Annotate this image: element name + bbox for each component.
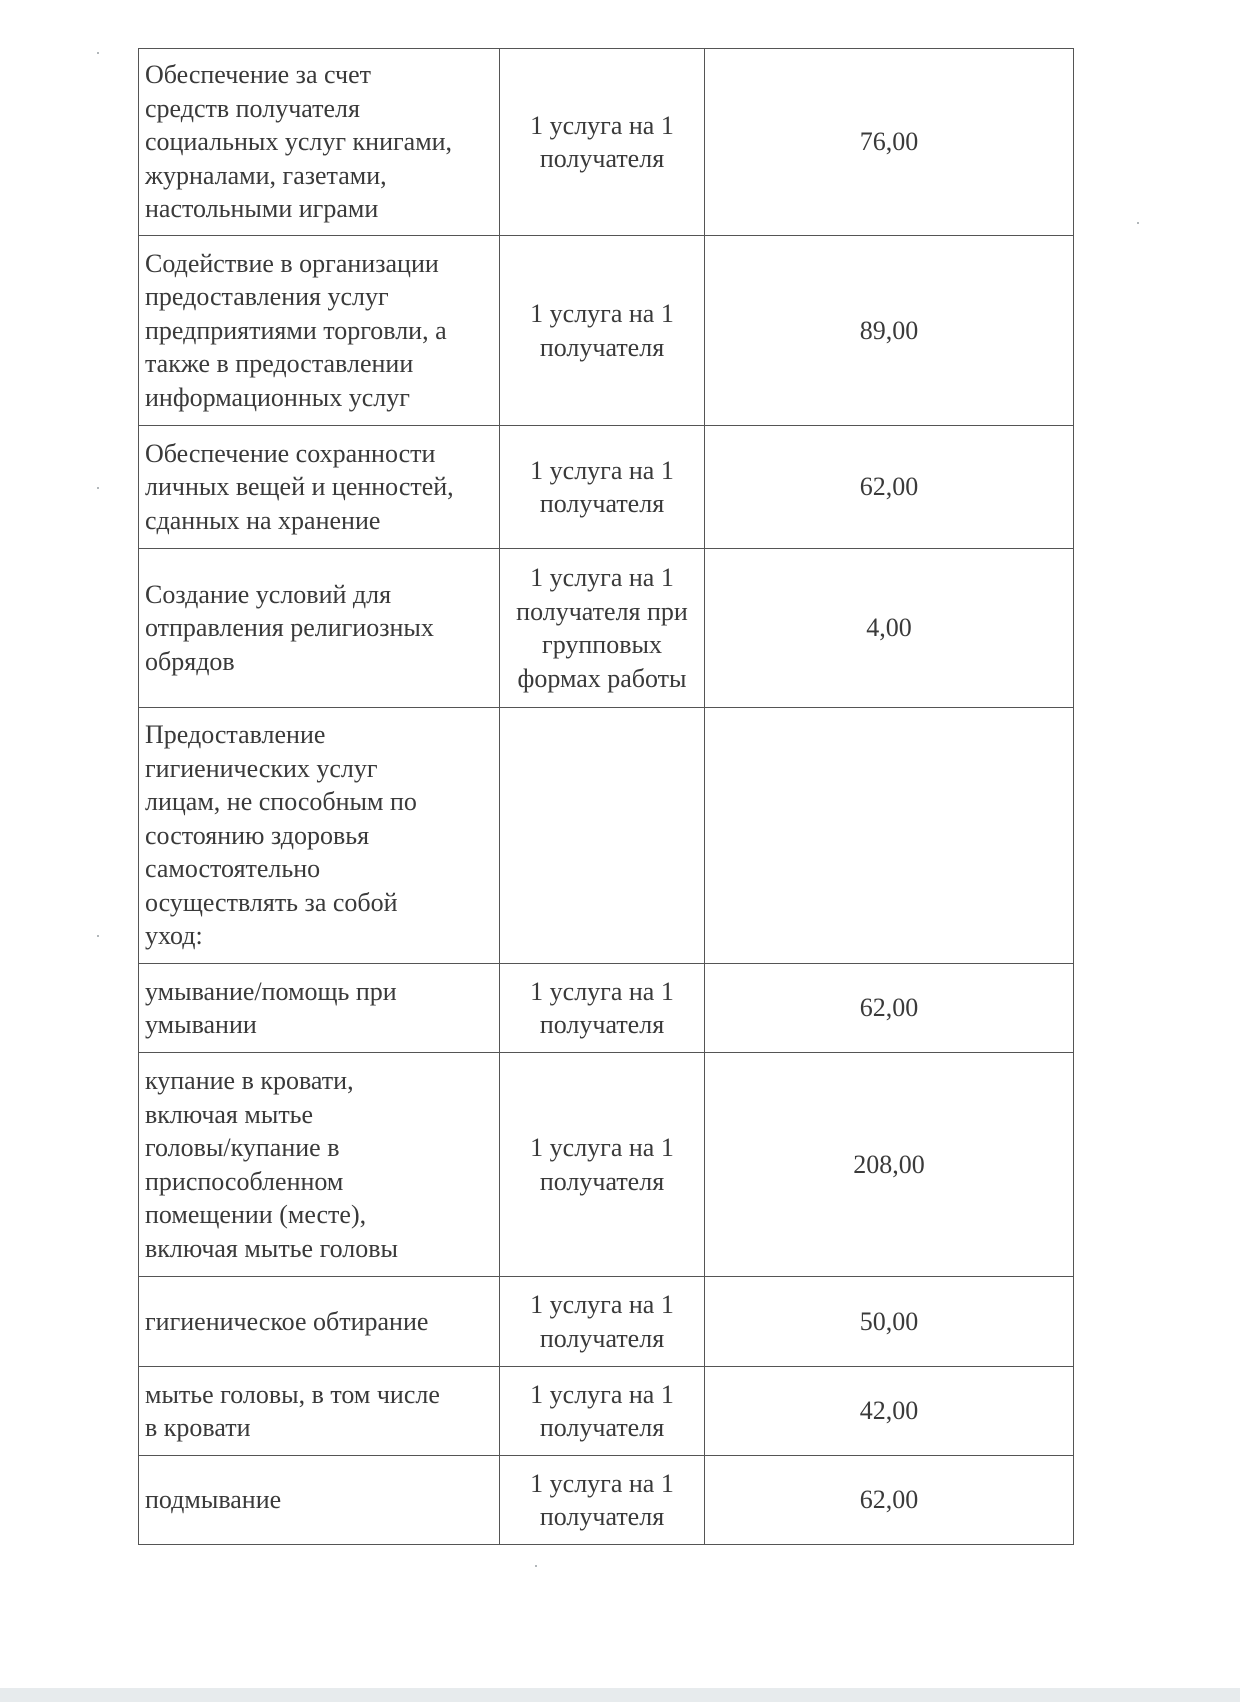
service-price: 62,00 — [859, 1485, 919, 1515]
service-price: 89,00 — [859, 315, 919, 345]
service-name-cell — [139, 1277, 500, 1367]
service-price: 76,00 — [859, 127, 919, 157]
service-name: гигиеническое обтирание — [145, 1306, 429, 1336]
price-cell — [705, 49, 1074, 236]
table-row — [139, 1277, 1074, 1367]
service-price: 42,00 — [859, 1396, 919, 1426]
price-cell — [705, 1367, 1074, 1456]
table-row — [139, 1367, 1074, 1456]
service-unit: 1 услуга на 1 получателя при групповых формах работы — [516, 563, 688, 693]
service-price: 50,00 — [859, 1306, 919, 1336]
service-name-cell — [139, 708, 500, 964]
table-row — [139, 708, 1074, 964]
service-price: 62,00 — [859, 993, 919, 1023]
table-row — [139, 236, 1074, 426]
price-cell — [705, 426, 1074, 549]
unit-cell — [500, 426, 705, 549]
service-name: Содействие в организации предоставления услуг предприятиями торговли, а также в предоставлении информационных услуг — [145, 248, 447, 412]
service-unit: 1 услуга на 1 получателя — [530, 976, 674, 1039]
service-name-cell — [139, 964, 500, 1053]
service-name-cell — [139, 426, 500, 549]
service-price: 208,00 — [853, 1149, 925, 1179]
service-name-cell — [139, 236, 500, 426]
service-name: умывание/помощь при умывании — [145, 976, 397, 1039]
unit-cell — [500, 1367, 705, 1456]
service-name-cell — [139, 49, 500, 236]
unit-cell — [500, 549, 705, 708]
scan-speck — [1137, 222, 1139, 224]
scan-speck — [97, 487, 99, 489]
table-row — [139, 1456, 1074, 1545]
table-row — [139, 49, 1074, 236]
unit-cell — [500, 49, 705, 236]
scan-speck — [97, 935, 99, 937]
service-unit: 1 услуга на 1 получателя — [530, 110, 674, 173]
scan-edge — [0, 1688, 1240, 1702]
service-unit: 1 услуга на 1 получателя — [530, 1468, 674, 1531]
service-name-cell — [139, 1456, 500, 1545]
price-cell — [705, 1456, 1074, 1545]
service-name: мытье головы, в том числе в кровати — [145, 1379, 440, 1442]
service-name-cell — [139, 549, 500, 708]
service-name: Обеспечение сохранности личных вещей и ценностей, сданных на хранение — [145, 438, 454, 535]
service-name: Предоставление гигиенических услуг лицам, не способным по состоянию здоровья самостоятельно осуществлять за собой уход: — [145, 720, 417, 951]
table-row — [139, 964, 1074, 1053]
price-cell — [705, 236, 1074, 426]
scan-speck — [97, 52, 99, 54]
price-cell — [705, 1277, 1074, 1367]
tariff-table — [138, 48, 1074, 1545]
service-name: купание в кровати, включая мытье головы/купание в приспособленном помещении (месте), включая мытье головы — [145, 1066, 398, 1263]
table-row — [139, 1053, 1074, 1277]
price-cell — [705, 1053, 1074, 1277]
service-unit: 1 услуга на 1 получателя — [530, 299, 674, 362]
table-row — [139, 549, 1074, 708]
service-unit: 1 услуга на 1 получателя — [530, 1133, 674, 1196]
table-row — [139, 426, 1074, 549]
service-name: подмывание — [145, 1485, 282, 1515]
service-unit: 1 услуга на 1 получателя — [530, 1290, 674, 1353]
service-unit: 1 услуга на 1 получателя — [530, 455, 674, 518]
scan-speck — [535, 1565, 537, 1567]
price-cell — [705, 964, 1074, 1053]
service-price: 4,00 — [866, 613, 912, 643]
service-unit: 1 услуга на 1 получателя — [530, 1379, 674, 1442]
price-cell — [705, 708, 1074, 964]
unit-cell — [500, 964, 705, 1053]
unit-cell — [500, 1456, 705, 1545]
unit-cell — [500, 236, 705, 426]
service-name: Создание условий для отправления религиозных обрядов — [145, 579, 434, 676]
service-name: Обеспечение за счет средств получателя социальных услуг книгами, журналами, газетами, настольными играми — [145, 60, 453, 224]
service-name-cell — [139, 1053, 500, 1277]
service-name-cell — [139, 1367, 500, 1456]
price-cell — [705, 549, 1074, 708]
unit-cell — [500, 1277, 705, 1367]
unit-cell — [500, 1053, 705, 1277]
service-price: 62,00 — [859, 472, 919, 502]
unit-cell — [500, 708, 705, 964]
